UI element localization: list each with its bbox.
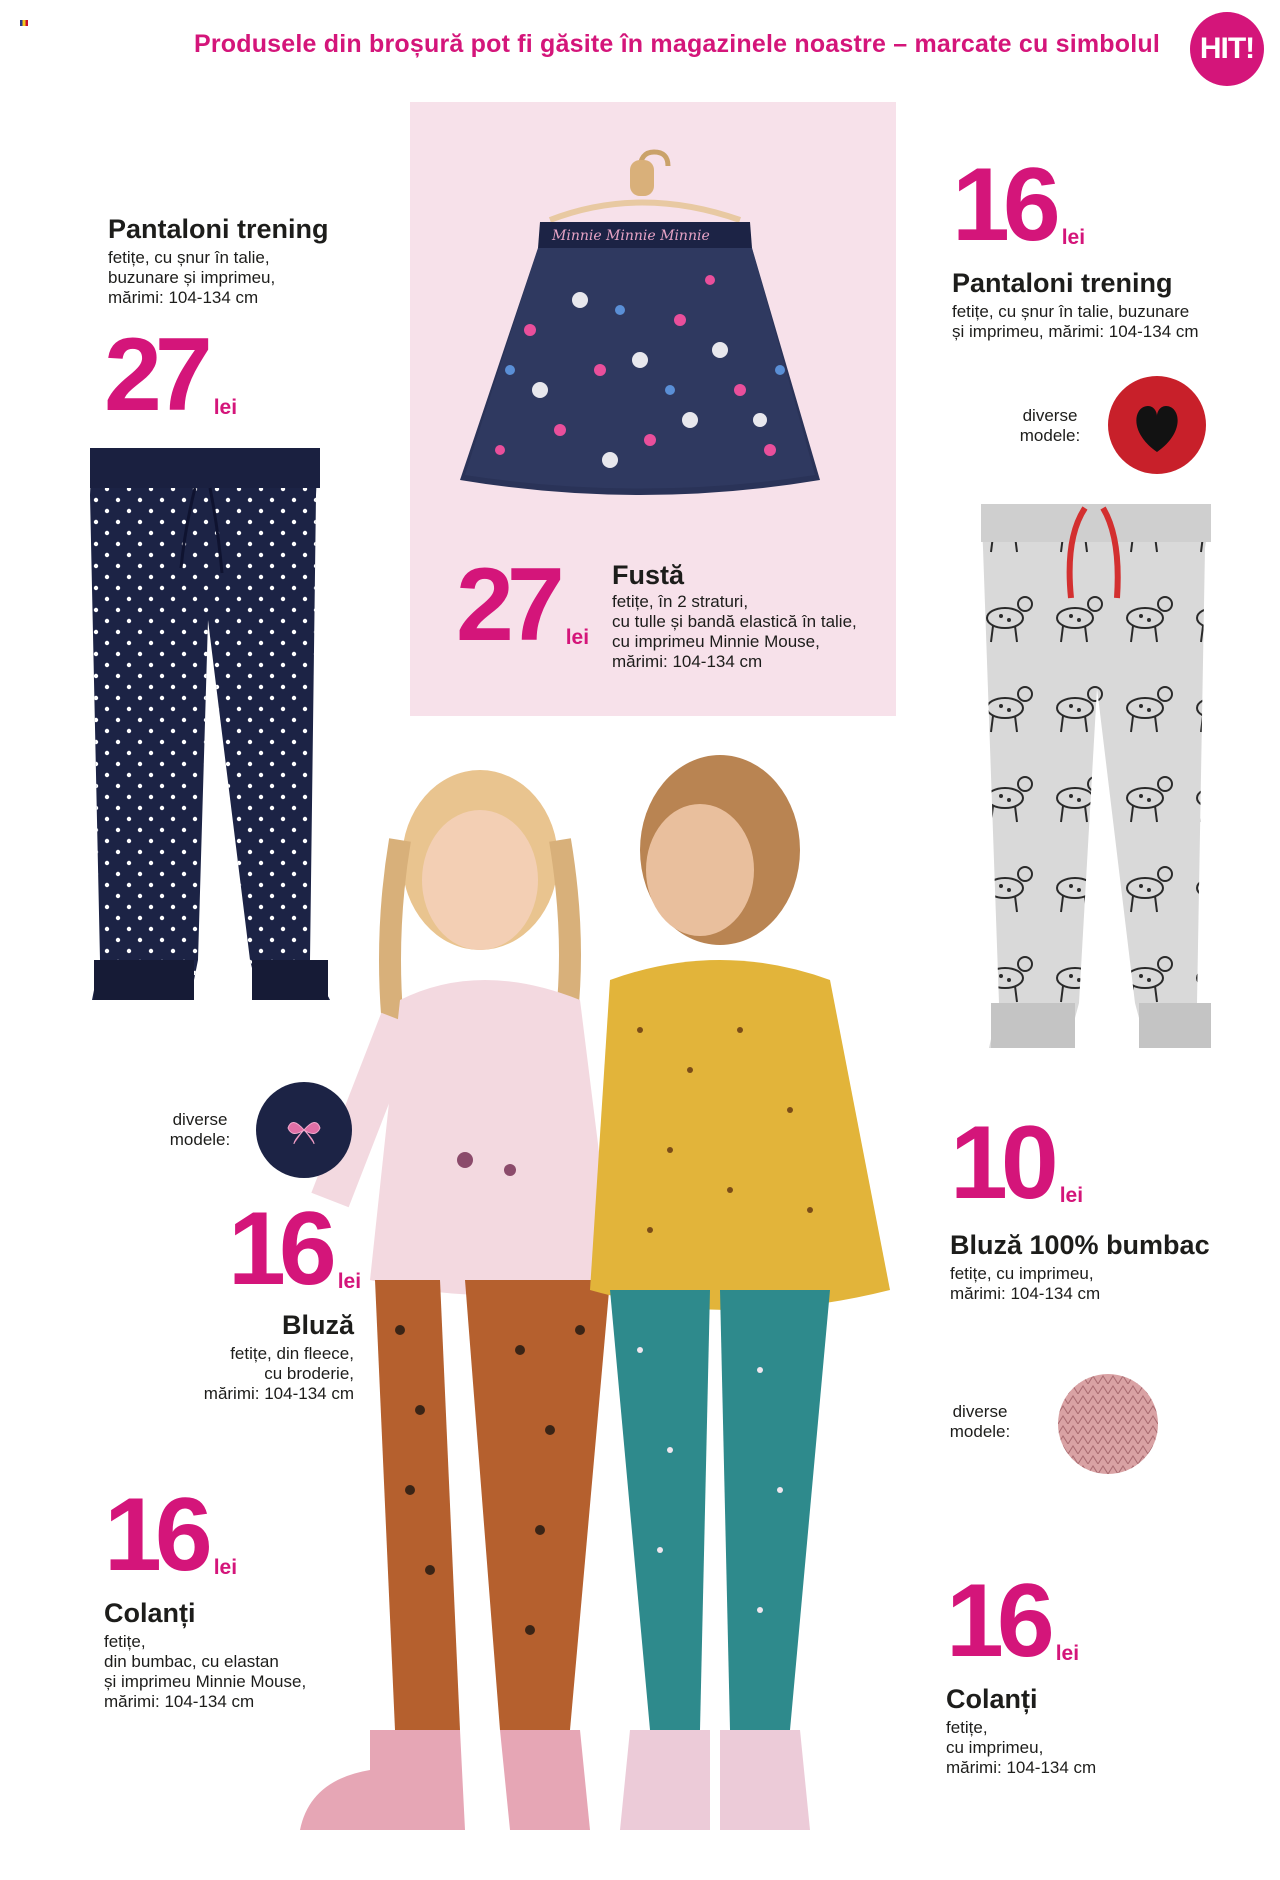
leggings-left-price	[104, 1477, 238, 1593]
leggings-left-desc-line: mărimi: 104-134 cm	[104, 1692, 255, 1711]
pants-right-desc-line: și imprimeu, mărimi: 104-134 cm	[952, 322, 1199, 341]
leggings-left-price-currency: lei	[213, 1556, 238, 1579]
blouse-left-desc	[0, 1344, 354, 1404]
diverse-label: diverse	[1022, 406, 1078, 425]
butterfly-icon	[256, 1082, 352, 1178]
pants-left-title: Pantaloni trening	[108, 214, 329, 244]
pants-right-diverse	[1000, 406, 1100, 446]
header-text: Produsele din broșură pot fi găsite în magazinele noastre – marcate cu simbolul	[193, 30, 1160, 58]
leggings-right-desc-line: cu imprimeu,	[946, 1738, 1044, 1757]
leggings-right-price-currency: lei	[1055, 1642, 1080, 1665]
leggings-right-desc-line: mărimi: 104-134 cm	[946, 1758, 1097, 1777]
flag-icon	[20, 20, 28, 26]
leggings-right-desc-line: fetițe,	[946, 1718, 988, 1737]
blouse-left-desc-line: fetițe, din fleece,	[230, 1344, 354, 1363]
blouse-left-title: Bluză	[281, 1310, 354, 1340]
leggings-left-title: Colanți	[104, 1598, 196, 1628]
leggings-right-price-value: 16	[946, 1563, 1048, 1679]
blouse-right-price	[950, 1105, 1084, 1221]
pants-right-desc	[952, 302, 1199, 342]
leggings-right-desc	[946, 1718, 1096, 1778]
blouse-left-price-currency: lei	[337, 1270, 362, 1293]
leggings-left-desc-line: și imprimeu Minnie Mouse,	[104, 1672, 307, 1691]
skirt-title: Fustă	[612, 560, 685, 590]
skirt-waistband-text: Minnie Minnie Minnie	[552, 228, 710, 244]
heart-swatch	[1108, 376, 1206, 474]
skirt-image	[440, 130, 860, 530]
skirt-desc-line: fetițe, în 2 straturi,	[612, 592, 749, 611]
pants-right-price-currency: lei	[1061, 226, 1086, 249]
diverse-label: modele:	[1019, 426, 1081, 445]
leggings-left-desc-line: din bumbac, cu elastan	[104, 1652, 279, 1671]
blouse-left-diverse	[150, 1110, 250, 1150]
pants-left-price-currency: lei	[213, 396, 238, 419]
blouse-right-desc-line: mărimi: 104-134 cm	[950, 1284, 1101, 1303]
skirt-desc	[612, 592, 857, 672]
skirt-desc-line: cu tulle și bandă elastică în talie,	[612, 612, 857, 631]
kids-image	[290, 730, 930, 1875]
butterfly-swatch	[256, 1082, 352, 1178]
blouse-left-price	[228, 1191, 362, 1307]
pants-left-desc-line: buzunare și imprimeu,	[108, 268, 276, 287]
blouse-left-price-value: 16	[228, 1191, 330, 1307]
leggings-right-title: Colanți	[946, 1684, 1038, 1714]
pants-right-price-value: 16	[952, 147, 1054, 263]
diverse-label: modele:	[169, 1130, 231, 1149]
skirt-price	[456, 547, 590, 663]
skirt-price-value: 27	[456, 547, 558, 663]
pants-right-price	[952, 147, 1086, 263]
blouse-right-price-currency: lei	[1059, 1184, 1084, 1207]
pants-right-title: Pantaloni trening	[952, 268, 1173, 298]
skirt-desc-line: cu imprimeu Minnie Mouse,	[612, 632, 820, 651]
pants-left-desc	[108, 248, 275, 308]
heart-icon	[1108, 376, 1206, 474]
blouse-right-title: Bluză 100% bumbac	[950, 1230, 1210, 1260]
leggings-right-price	[946, 1563, 1080, 1679]
pattern-swatch	[1058, 1374, 1158, 1474]
blouse-right-diverse	[930, 1402, 1030, 1442]
leggings-left-price-value: 16	[104, 1477, 206, 1593]
diverse-label: diverse	[172, 1110, 228, 1129]
hit-badge: HIT!	[1190, 12, 1264, 86]
blouse-right-desc-line: fetițe, cu imprimeu,	[950, 1264, 1094, 1283]
blouse-right-price-value: 10	[950, 1105, 1052, 1221]
blouse-left-desc-line: mărimi: 104-134 cm	[203, 1384, 354, 1403]
skirt-price-currency: lei	[565, 626, 590, 649]
blouse-right-desc	[950, 1264, 1100, 1304]
blouse-left-desc-line: cu broderie,	[264, 1364, 354, 1383]
pattern-icon	[1058, 1374, 1158, 1474]
pants-left-desc-line: fetițe, cu șnur în talie,	[108, 248, 270, 267]
skirt-desc-line: mărimi: 104-134 cm	[612, 652, 763, 671]
pants-left-price	[104, 317, 238, 433]
pants-left-price-value: 27	[104, 317, 206, 433]
diverse-label: modele:	[949, 1422, 1011, 1441]
leggings-left-desc	[104, 1632, 306, 1712]
pants-right-desc-line: fetițe, cu șnur în talie, buzunare	[952, 302, 1190, 321]
diverse-label: diverse	[952, 1402, 1008, 1421]
leggings-left-desc-line: fetițe,	[104, 1632, 146, 1651]
grey-pants-image	[975, 488, 1215, 1058]
pants-left-desc-line: mărimi: 104-134 cm	[108, 288, 259, 307]
